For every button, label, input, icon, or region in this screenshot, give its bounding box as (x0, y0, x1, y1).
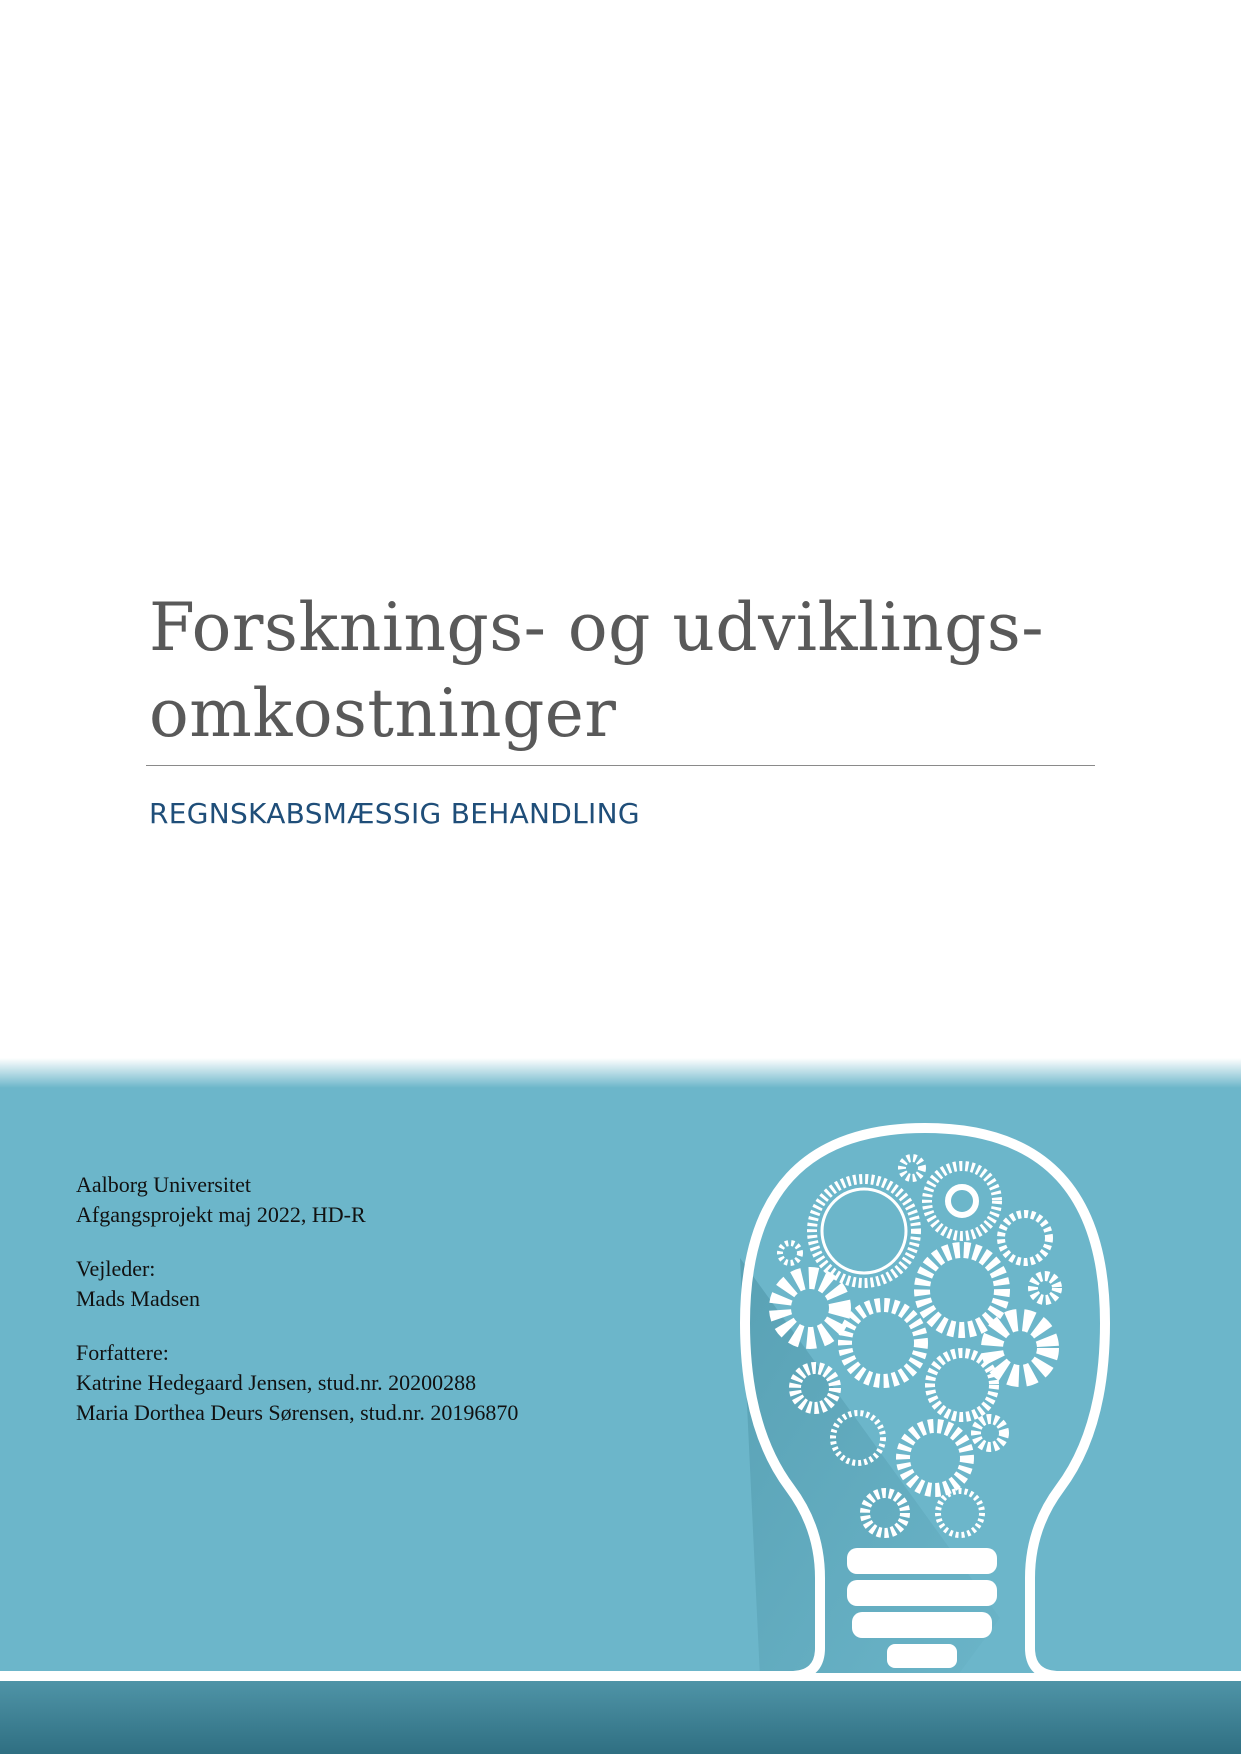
title-divider (146, 765, 1095, 766)
author: Maria Dorthea Deurs Sørensen, stud.nr. 20196870 (76, 1400, 519, 1425)
document-title (149, 585, 1044, 757)
bottom-dark-strip (0, 1681, 1241, 1754)
title-line-2: omkostninger (149, 675, 617, 752)
title-line-1: Forsknings- og udviklings- (149, 589, 1045, 666)
authors-label: Forfattere: (76, 1340, 169, 1365)
author: Katrine Hedegaard Jensen, stud.nr. 20200288 (76, 1370, 477, 1395)
university: Aalborg Universitet (76, 1172, 251, 1197)
project-description: Afgangsprojekt maj 2022, HD-R (76, 1202, 366, 1227)
document-subtitle: REGNSKABSMÆSSIG BEHANDLING (149, 797, 640, 830)
cover-info (76, 1146, 518, 1452)
supervisor-label: Vejleder: (76, 1256, 156, 1281)
supervisor-name: Mads Madsen (76, 1286, 201, 1311)
bottom-white-line (0, 1673, 1241, 1681)
